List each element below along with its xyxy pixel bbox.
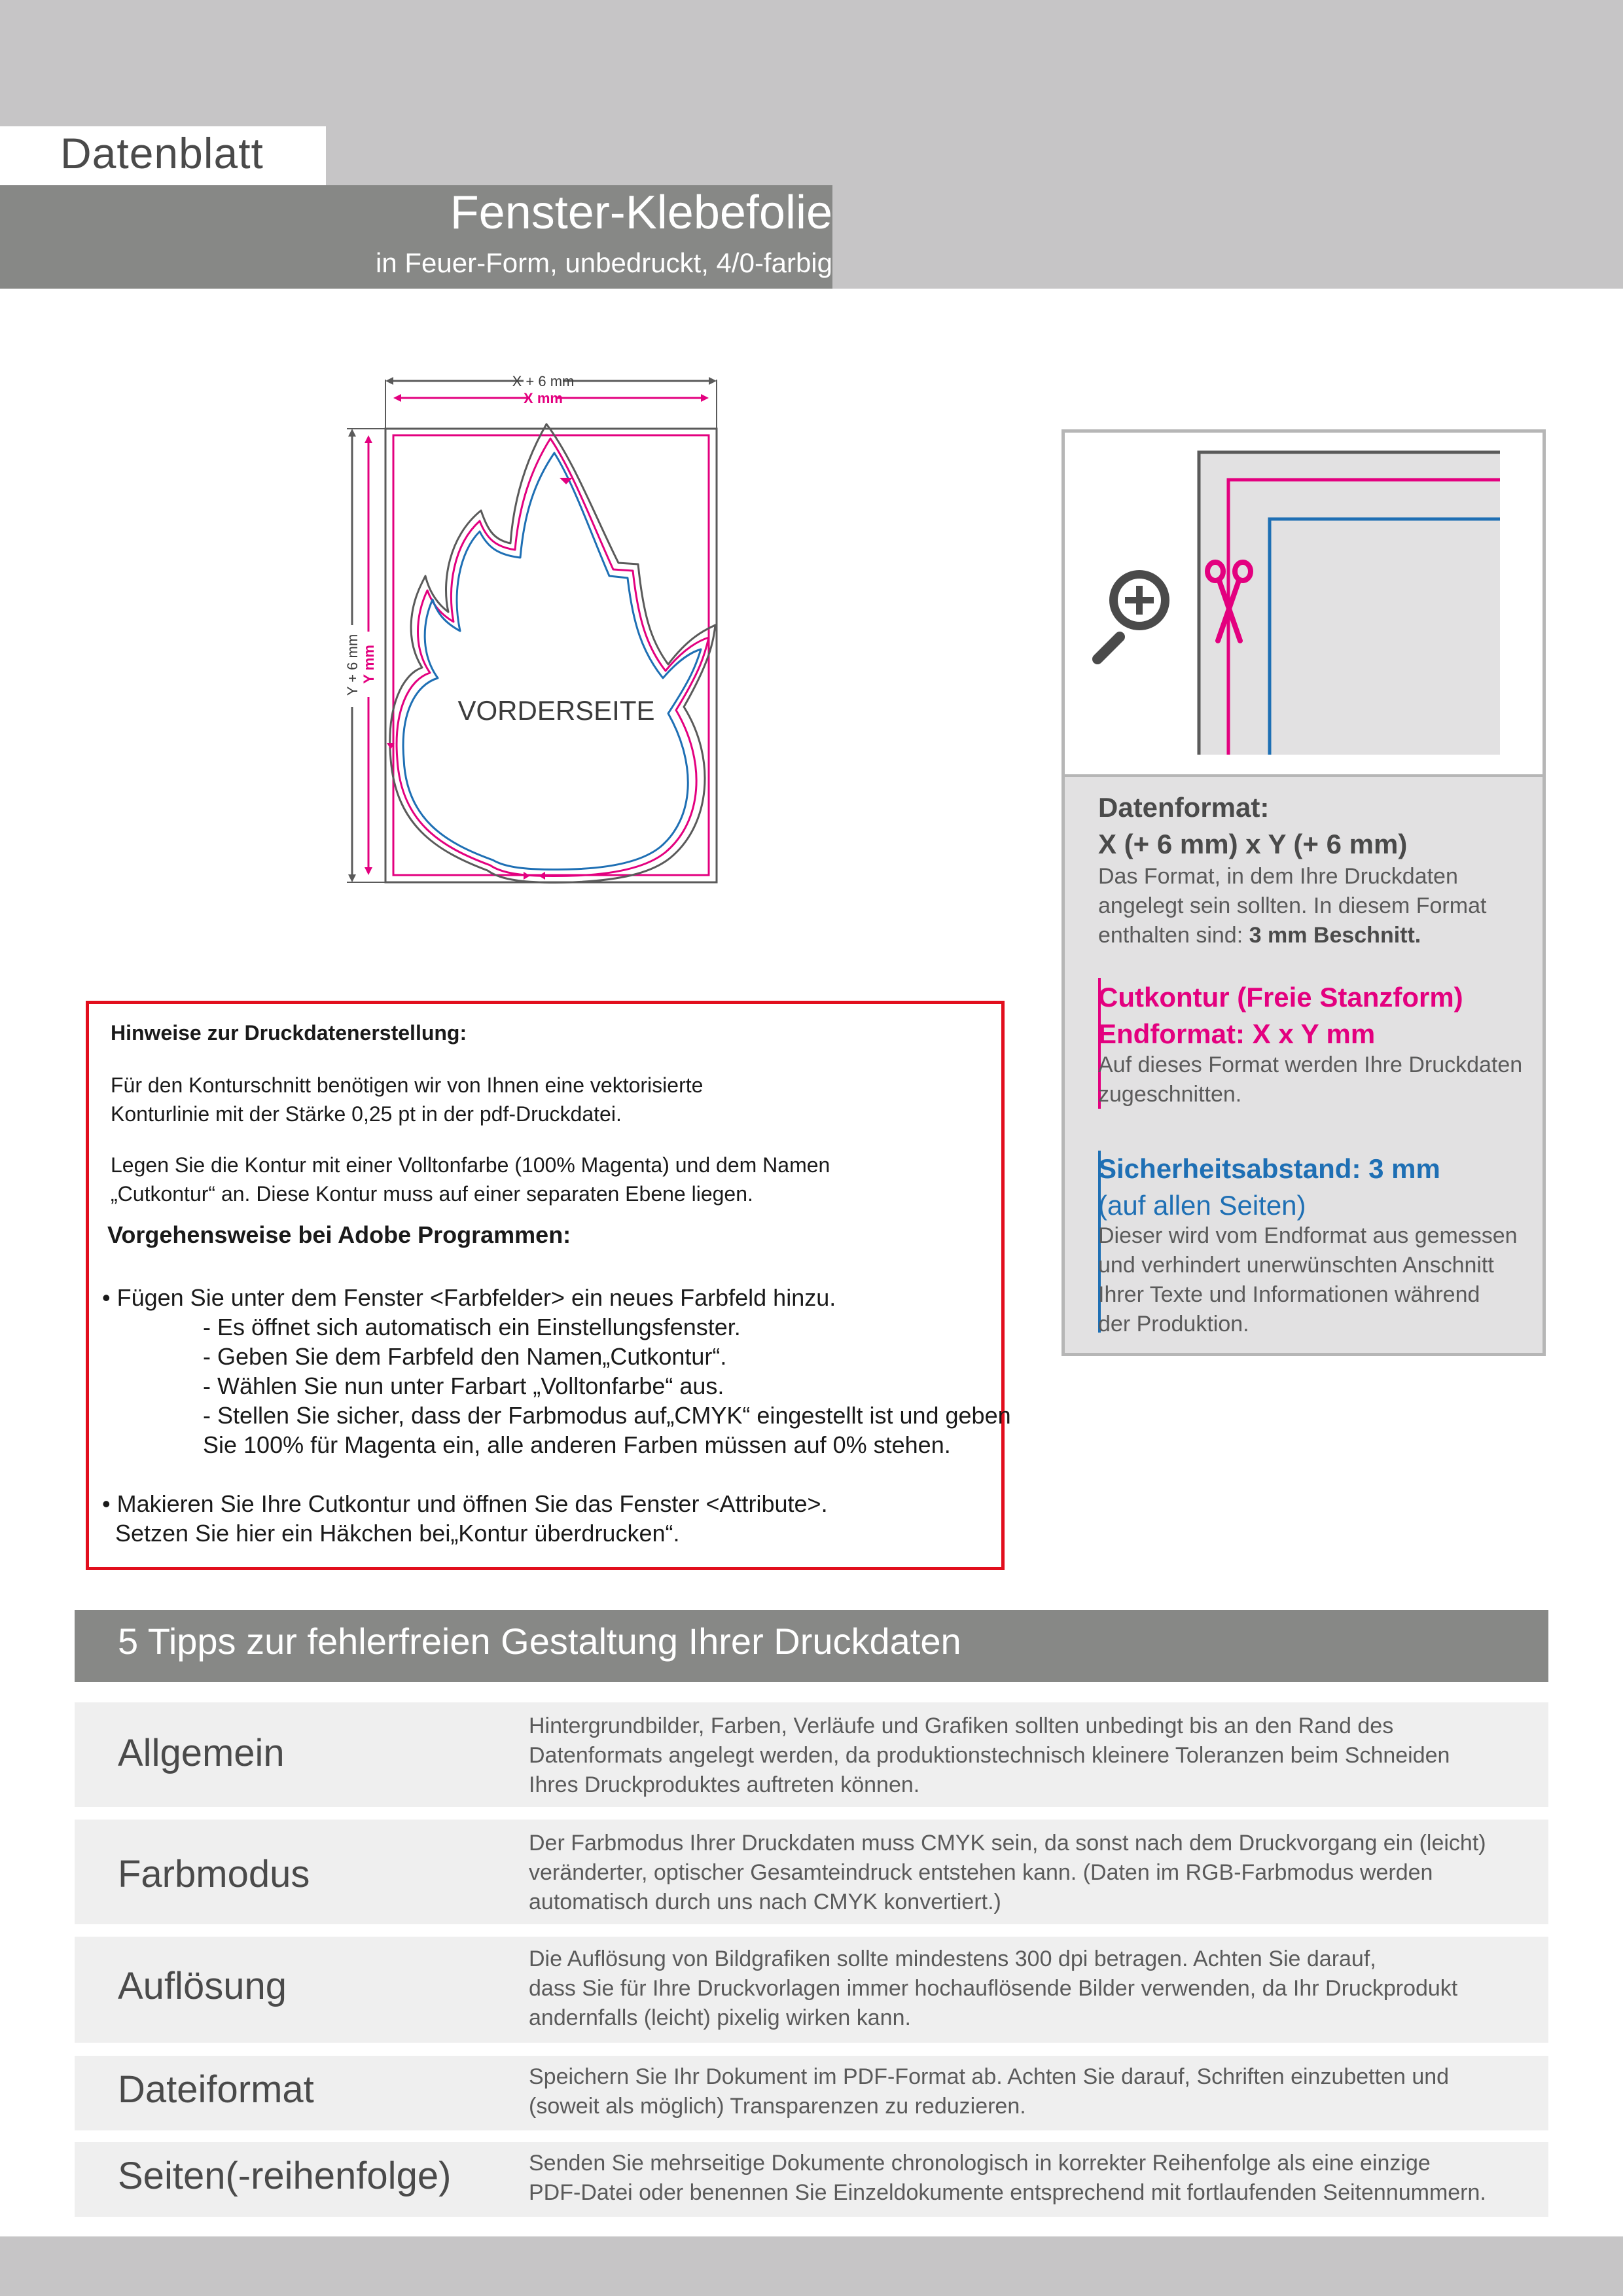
datenformat-bleed: 3 mm Beschnitt.: [1249, 923, 1421, 948]
datenformat-text-1: Das Format, in dem Ihre Druckdaten: [1098, 864, 1458, 889]
page-subtitle: in Feuer-Form, unbedruckt, 4/0-farbig: [376, 247, 832, 278]
height-inner-label: Y mm: [361, 645, 377, 684]
bullet-1-step-1: - Es öffnet sich automatisch ein Einstellungsfenster.: [203, 1314, 741, 1340]
datenformat-text-2: angelegt sein sollten. In diesem Format: [1098, 893, 1487, 918]
cut-value: Endformat: X x Y mm: [1098, 1018, 1376, 1049]
tip-text-line: Die Auflösung von Bildgrafiken sollte mindestens 300 dpi betragen. Achten Sie darauf,: [529, 1946, 1376, 1971]
zoom-in-icon: [1097, 570, 1169, 659]
tip-text-line: veränderter, optischer Gesamteindruck entstehen kann. (Daten im RGB-Farbmodus werden: [529, 1860, 1433, 1885]
tip-row-farbmodus: [75, 1820, 1548, 1924]
tip-text-line: (soweit als möglich) Transparenzen zu reduzieren.: [529, 2094, 1026, 2119]
bullet-1-step-2: - Geben Sie dem Farbfeld den Namen„Cutkontur“.: [203, 1343, 727, 1370]
flame-cut-contour: [397, 439, 709, 876]
bullet-1: • Fügen Sie unter dem Fenster <Farbfelder> ein neues Farbfeld hinzu.: [102, 1284, 836, 1311]
safety-subheading: (auf allen Seiten): [1098, 1190, 1306, 1221]
adobe-heading: Vorgehensweise bei Adobe Programmen:: [107, 1221, 571, 1248]
tip-text: [529, 1712, 1537, 1800]
safety-text-2: und verhindert unerwünschten Anschnitt: [1098, 1253, 1494, 1278]
datenformat-value: X (+ 6 mm) x Y (+ 6 mm): [1098, 829, 1408, 859]
hints-p1-line2: Konturlinie mit der Stärke 0,25 pt in der pdf-Druckdatei.: [111, 1102, 622, 1126]
safety-text-1: Dieser wird vom Endformat aus gemessen: [1098, 1223, 1518, 1248]
tip-text: [529, 1829, 1537, 1917]
bullet-1-step-5: Sie 100% für Magenta ein, alle anderen Farben müssen auf 0% stehen.: [203, 1431, 951, 1458]
tip-text-line: Hintergrundbilder, Farben, Verläufe und Grafiken sollten unbedingt bis an den Rand des: [529, 1713, 1394, 1738]
tip-row-aufloesung: [75, 1937, 1548, 2043]
tip-row-allgemein: [75, 1702, 1548, 1807]
hints-p2-line1: Legen Sie die Kontur mit einer Volltonfarbe (100% Magenta) und dem Namen: [111, 1153, 830, 1177]
tip-text-line: dass Sie für Ihre Druckvorlagen immer hochauflösende Bilder verwenden, da Ihr Druckprodukt: [529, 1976, 1458, 2001]
height-outer-label: Y + 6 mm: [344, 634, 361, 696]
format-diagram: [330, 367, 723, 890]
tip-text-line: Ihres Druckproduktes auftreten können.: [529, 1772, 920, 1797]
tip-text-line: Senden Sie mehrseitige Dokumente chronologisch in korrekter Reihenfolge als eine einzige: [529, 2151, 1431, 2176]
info-zoom-area: [1065, 433, 1543, 777]
tip-text-line: Speichern Sie Ihr Dokument im PDF-Format ab. Achten Sie darauf, Schriften einzubetten und: [529, 2064, 1450, 2089]
bullet-2-line-2: Setzen Sie hier ein Häkchen bei„Kontur überdrucken“.: [115, 1520, 680, 1547]
tip-text: [529, 2149, 1537, 2208]
tip-text: [529, 1945, 1537, 2033]
tip-text-line: PDF-Datei oder benennen Sie Einzeldokumente entsprechend mit fortlaufenden Seitennummern.: [529, 2180, 1486, 2205]
bullet-1-step-4: - Stellen Sie sicher, dass der Farbmodus auf„CMYK“ eingestellt ist und geben: [203, 1402, 1011, 1429]
tip-label: Allgemein: [118, 1732, 285, 1774]
hints-heading: Hinweise zur Druckdatenerstellung:: [111, 1021, 467, 1045]
tip-row-seitenreihenfolge: [75, 2142, 1548, 2217]
tip-text-line: Datenformats angelegt werden, da produktionstechnisch kleinere Toleranzen beim Schneiden: [529, 1743, 1450, 1768]
tip-text: [529, 2062, 1537, 2121]
safety-text-3: Ihrer Texte und Informationen während: [1098, 1282, 1480, 1307]
cut-text-1: Auf dieses Format werden Ihre Druckdaten: [1098, 1052, 1523, 1077]
tip-row-dateiformat: [75, 2056, 1548, 2130]
safety-heading: Sicherheitsabstand: 3 mm: [1098, 1153, 1440, 1184]
bullet-2: • Makieren Sie Ihre Cutkontur und öffnen Sie das Fenster <Attribute>.: [102, 1490, 828, 1517]
page-title: Fenster-Klebefolie: [450, 187, 832, 239]
tip-text-line: Der Farbmodus Ihrer Druckdaten muss CMYK sein, da sonst nach dem Druckvorgang ein (leicht): [529, 1831, 1486, 1856]
tip-text-line: andernfalls (leicht) pixelig wirken kann.: [529, 2005, 911, 2030]
datenformat-text-3a: enthalten sind:: [1098, 923, 1249, 948]
datenformat-text-3: [1098, 921, 1421, 950]
print-hints-box: [86, 1001, 1011, 1570]
bullet-1-step-3: - Wählen Sie nun unter Farbart „Volltonfarbe“ aus.: [203, 1372, 724, 1399]
tip-label: Farbmodus: [118, 1853, 310, 1895]
flame-outer-contour: [390, 424, 715, 882]
hints-p1-line1: Für den Konturschnitt benötigen wir von Ihnen eine vektorisierte: [111, 1073, 704, 1097]
tip-label: Dateiformat: [118, 2068, 314, 2111]
tips-title: 5 Tipps zur fehlerfreien Gestaltung Ihrer Druckdaten: [118, 1621, 961, 1662]
datenblatt-label: Datenblatt: [60, 129, 264, 177]
width-outer-label: X + 6 mm: [512, 373, 575, 389]
side-label: VORDERSEITE: [457, 695, 655, 726]
cut-text-2: zugeschnitten.: [1098, 1082, 1242, 1107]
width-inner-label: X mm: [524, 390, 563, 406]
flame-safety-contour: [403, 453, 701, 869]
tip-label: Seiten(-reihenfolge): [118, 2155, 452, 2197]
data-format-frame: [385, 429, 717, 882]
tip-label: Auflösung: [118, 1965, 287, 2007]
safety-text-4: der Produktion.: [1098, 1312, 1249, 1336]
zoom-bleed-area: [1199, 452, 1500, 755]
footer-band: [0, 2236, 1623, 2296]
cut-heading: Cutkontur (Freie Stanzform): [1098, 982, 1463, 1013]
hints-p2-line2: „Cutkontur“ an. Diese Kontur muss auf einer separaten Ebene liegen.: [111, 1182, 753, 1206]
datenformat-heading: Datenformat:: [1098, 792, 1270, 823]
tip-text-line: automatisch durch uns nach CMYK konvertiert.): [529, 1890, 1001, 1914]
